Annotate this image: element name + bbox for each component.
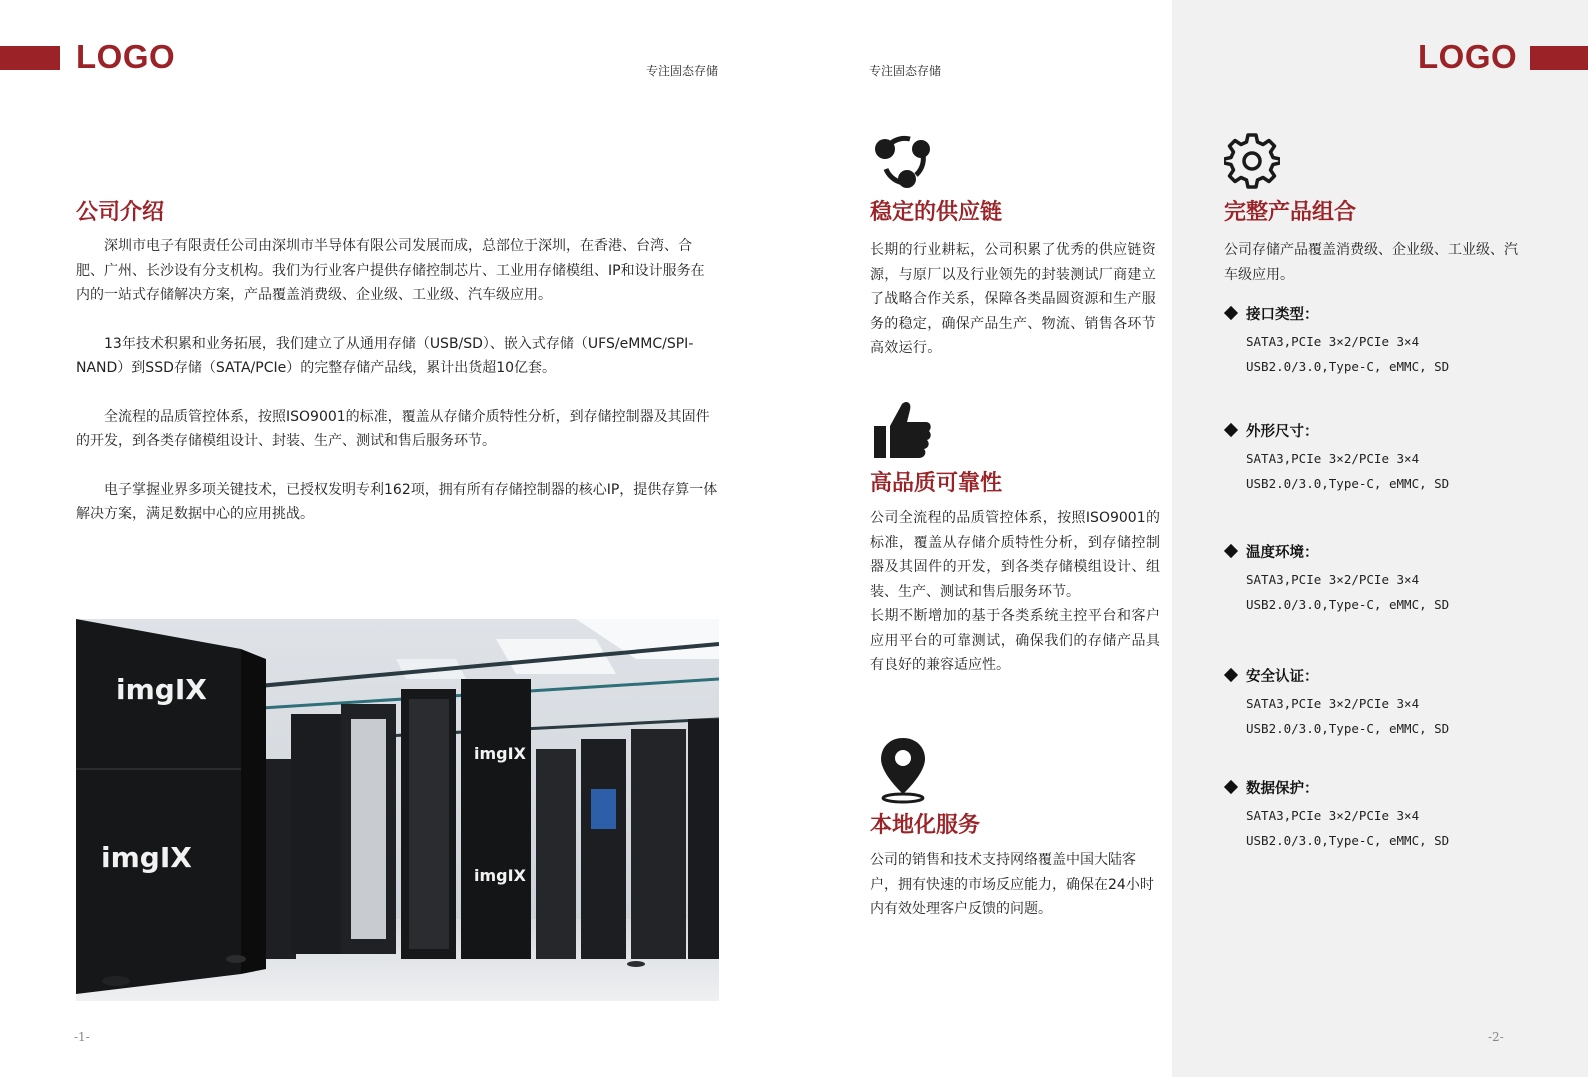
spec-line-2: USB2.0/3.0,Type-C, eMMC, SD	[1246, 832, 1450, 848]
logo-right: LOGO	[1418, 38, 1518, 75]
spec-block-data-protection	[1226, 777, 1556, 853]
supply-chain-text: 长期的行业耕耘，公司积累了优秀的供应链资源，与原厂以及行业领先的封装测试厂商建立了战略合作关系，保障各类晶圆资源和生产服务的稳定，确保产品生产、物流、销售各环节高效运行。	[870, 242, 1156, 356]
logo-left: LOGO	[76, 38, 176, 75]
quality-text	[870, 506, 1160, 678]
spec-label: 数据保护：	[1246, 781, 1319, 797]
thumbs-up-icon	[874, 400, 932, 460]
tagline-left: 专注固态存储	[646, 64, 719, 78]
datacenter-photo	[76, 619, 719, 1001]
spec-label: 安全认证：	[1246, 669, 1319, 685]
intro-paragraph-4: 电子掌握业界多项关键技术，已授权发明专利162项，拥有所有存储控制器的核心IP，提供存算一体解决方案，满足数据中心的应用挑战。	[76, 481, 718, 522]
diamond-bullet-icon	[1224, 780, 1238, 794]
spec-line-2: USB2.0/3.0,Type-C, eMMC, SD	[1246, 475, 1450, 491]
spec-line-1: SATA3,PCIe 3×2/PCIe 3×4	[1246, 808, 1420, 823]
tagline-right: 专注固态存储	[869, 64, 942, 78]
spec-line-2: USB2.0/3.0,Type-C, eMMC, SD	[1246, 358, 1450, 374]
spec-block-interface	[1226, 303, 1556, 379]
rack-brand-label-1: imgIX	[116, 673, 207, 706]
location-pin-icon	[878, 736, 928, 804]
spec-line-2: USB2.0/3.0,Type-C, eMMC, SD	[1246, 720, 1450, 736]
local-service-title: 本地化服务	[870, 813, 981, 838]
spec-line-1: SATA3,PCIe 3×2/PCIe 3×4	[1246, 572, 1420, 587]
quality-paragraph-2: 长期不断增加的基于各类系统主控平台和客户应用平台的可靠测试，确保我们的存储产品具有良好的兼容适应性。	[870, 608, 1160, 673]
page-number-1: -1-	[74, 1030, 90, 1044]
rack-brand-label-3: imgIX	[474, 744, 526, 763]
quality-title: 高品质可靠性	[870, 471, 1003, 496]
products-title: 完整产品组合	[1224, 200, 1357, 225]
spec-line-1: SATA3,PCIe 3×2/PCIe 3×4	[1246, 451, 1420, 466]
spec-label: 外形尺寸：	[1246, 424, 1319, 440]
spec-block-temperature	[1226, 541, 1556, 617]
spec-line-1: SATA3,PCIe 3×2/PCIe 3×4	[1246, 696, 1420, 711]
diamond-bullet-icon	[1224, 668, 1238, 682]
company-intro-body	[76, 234, 718, 527]
intro-paragraph-3: 全流程的品质管控体系，按照ISO9001的标准，覆盖从存储介质特性分析，到存储控制器及其固件的开发，到各类存储模组设计、封装、生产、测试和售后服务环节。	[76, 408, 710, 449]
datacenter-illustration	[76, 619, 719, 1001]
quality-paragraph-1: 公司全流程的品质管控体系，按照ISO9001的标准，覆盖从存储介质特性分析，到存储控制器及其固件的开发，到各类存储模组设计、组装、生产、测试和售后服务环节。	[870, 510, 1160, 600]
rack-brand-label-2: imgIX	[101, 841, 192, 874]
header-accent-bar-right	[1530, 46, 1588, 70]
supply-chain-title: 稳定的供应链	[870, 200, 1003, 225]
spec-label: 接口类型：	[1246, 307, 1319, 323]
spec-line-2: USB2.0/3.0,Type-C, eMMC, SD	[1246, 596, 1450, 612]
products-intro: 公司存储产品覆盖消费级、企业级、工业级、汽车级应用。	[1224, 242, 1518, 283]
intro-paragraph-2: 13年技术积累和业务拓展，我们建立了从通用存储（USB/SD）、嵌入式存储（UFS/eMMC/SPI-NAND）到SSD存储（SATA/PCIe）的完整存储产品线，累计出货超10亿套。	[76, 335, 694, 376]
share-network-icon	[872, 133, 934, 189]
spec-block-certification	[1226, 665, 1556, 741]
header-accent-bar-left	[0, 46, 60, 70]
diamond-bullet-icon	[1224, 544, 1238, 558]
spec-label: 温度环境：	[1246, 545, 1319, 561]
diamond-bullet-icon	[1224, 306, 1238, 320]
intro-paragraph-1: 深圳市电子有限责任公司由深圳市半导体有限公司发展而成，总部位于深圳，在香港、台湾、合肥、广州、长沙设有分支机构。我们为行业客户提供存储控制芯片、工业用存储模组、IP和设计服务在内的一站式存储解决方案，产品覆盖消费级、企业级、工业级、汽车级应用。	[76, 238, 705, 303]
page-number-2: -2-	[1488, 1030, 1504, 1044]
rack-brand-label-4: imgIX	[474, 866, 526, 885]
local-service-text: 公司的销售和技术支持网络覆盖中国大陆客户，拥有快速的市场反应能力，确保在24小时内有效处理客户反馈的问题。	[870, 852, 1154, 917]
spec-line-1: SATA3,PCIe 3×2/PCIe 3×4	[1246, 334, 1420, 349]
spec-block-form-factor	[1226, 420, 1556, 496]
company-intro-heading: 公司介绍	[76, 200, 165, 225]
gear-icon	[1224, 133, 1280, 189]
diamond-bullet-icon	[1224, 423, 1238, 437]
